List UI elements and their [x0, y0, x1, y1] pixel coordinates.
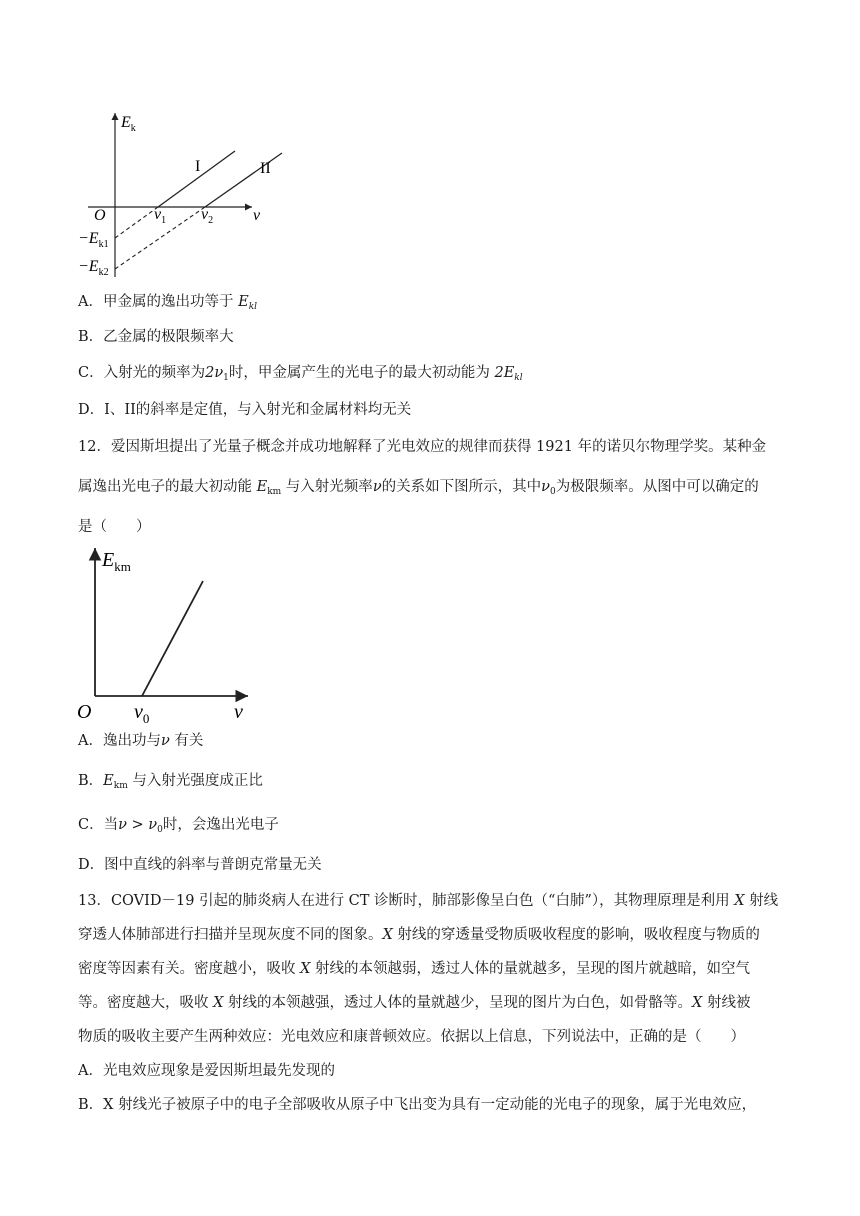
q13-stem-line-4: 等。密度越大，吸收 X 射线的本领越强，透过人体的量就越少，呈现的图片为白色，如骨骼等。X 射线被: [78, 995, 751, 1011]
q11-option-c: C．入射光的频率为$2\nu_1$时，甲金属产生的光电子的最大初动能为 $2E_{kl}$: [78, 365, 523, 383]
figure-ekm-vs-frequency: [72, 540, 262, 725]
tick-v0-label: $v_0$: [134, 701, 150, 725]
origin-label: O: [77, 701, 92, 723]
q12-option-c: C．当$\nu > \nu_0$时，会逸出光电子: [78, 817, 279, 835]
y-axis-label: $E_k$: [121, 114, 136, 134]
intercept-ek2-label: $-E_{k2}$: [78, 258, 109, 278]
q12-stem-line-2: 属逸出光电子的最大初动能 $E_{km}$ 与入射光频率ν的关系如下图所示，其中$\nu_0$为极限频率。从图中可以确定的: [78, 479, 759, 497]
q12-option-a: A．逸出功与ν 有关: [78, 733, 204, 749]
q12-option-d: D．图中直线的斜率与普朗克常量无关: [78, 857, 322, 873]
q13-stem-line-5: 物质的吸收主要产生两种效应：光电效应和康普顿效应。依据以上信息，下列说法中，正确的是（ ）: [78, 1029, 745, 1045]
q13-option-b: B．X 射线光子被原子中的电子全部吸收从原子中飞出变为具有一定动能的光电子的现象，属于光电效应，: [78, 1097, 757, 1113]
q13-stem-line-2: 穿透人体肺部进行扫描并呈现灰度不同的图象。X 射线的穿透量受物质吸收程度的影响，吸收程度与物质的: [78, 927, 760, 943]
q12-option-b: B．$E_{km}$ 与入射光强度成正比: [78, 773, 263, 791]
origin-label: O: [94, 207, 106, 224]
figure-ek-two-metals: [70, 105, 285, 280]
q12-stem-line-3: 是（ ）: [78, 519, 151, 535]
q11-option-b: B．乙金属的极限频率大: [78, 329, 234, 345]
x-axis-label: v: [253, 207, 261, 224]
y-axis-label: $E_{km}$: [102, 549, 131, 574]
intercept-ek1-label: $-E_{k1}$: [78, 230, 109, 250]
line-II-label: II: [260, 160, 271, 177]
q11-option-d: D．I、II的斜率是定值，与入射光和金属材料均无关: [78, 402, 412, 418]
q12-stem-line-1: 12．爱因斯坦提出了光量子概念并成功地解释了光电效应的规律而获得 1921 年的诺贝尔物理学奖。某种金: [78, 439, 767, 455]
tick-v1-label: $v_1$: [154, 206, 167, 226]
x-axis-label: v: [234, 701, 243, 723]
q11-option-a: A．甲金属的逸出功等于 $E_{kl}$: [78, 294, 258, 312]
q13-stem-line-1: 13．COVID－19 引起的肺炎病人在进行 CT 诊断时，肺部影像呈白色（“白肺”），其物理原理是利用 X 射线: [78, 893, 779, 909]
line-I-extension: [115, 207, 158, 238]
line-I-label: I: [195, 158, 201, 175]
tick-v2-label: $v_2$: [201, 206, 214, 226]
q13-option-a: A．光电效应现象是爱因斯坦最先发现的: [78, 1063, 335, 1079]
q13-stem-line-3: 密度等因素有关。密度越小，吸收 X 射线的本领越弱，透过人体的量就越多，呈现的图片就越暗，如空气: [78, 961, 751, 977]
ekm-line: [142, 581, 203, 696]
